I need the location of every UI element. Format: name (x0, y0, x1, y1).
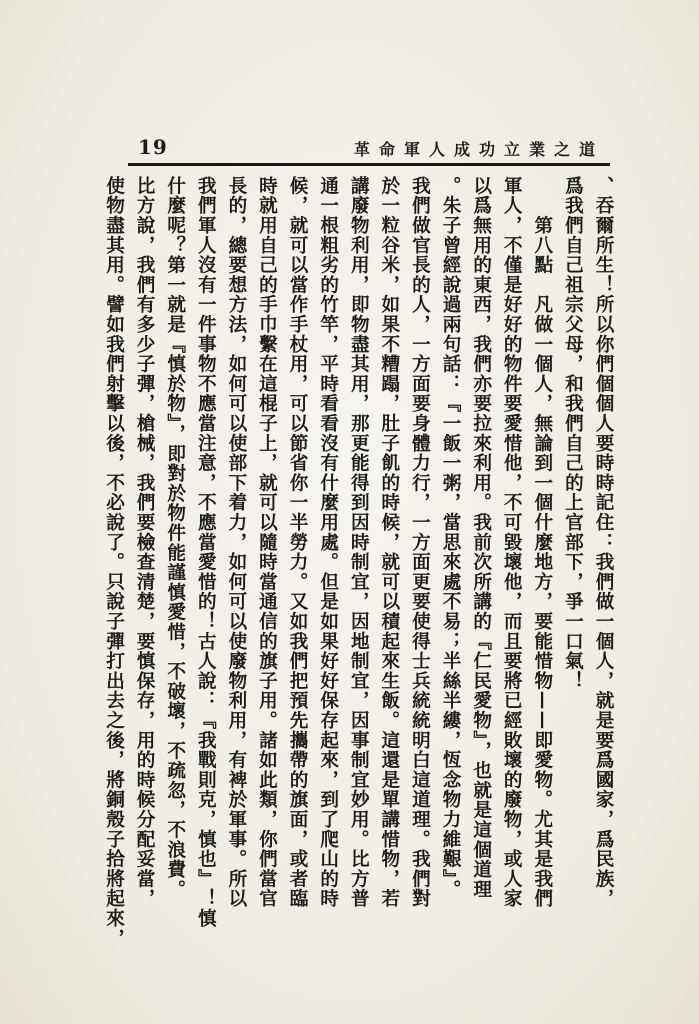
text-line: 通一根粗劣的竹竿，平時看看沒有什麼用處。但是如果好好保存起來，到了爬山的時 (317, 176, 339, 909)
page-header (128, 133, 610, 166)
text-line: 爲我們自己祖宗父母，和我們自己的上官部下，爭一口氣！ (562, 176, 584, 691)
text-line: 候，就可以當作手杖用，可以節省你一半勞力。又如我們把預先攜帶的旗面，或者臨 (287, 176, 309, 909)
text-line: 第八點 凡做一個人，無論到一個什麼地方，要能惜物——即愛物。尤其是我們 (531, 176, 553, 909)
text-line: 。朱子曾經說過兩句話：『一飯一粥，當思來處不易；半絲半縷，恆念物力維艱』。 (440, 176, 462, 900)
text-line: 、吞爾所生！所以你們個個人要時時記住：我們做一個人，就是要爲國家，爲民族， (593, 176, 614, 909)
text-line: 長的，總要想方法，如何可以使部下着力，如何可以使廢物利用，有裨於軍事。所以 (225, 176, 247, 909)
text-line: 比方說，我們有多少子彈，槍械，我們要檢查清楚，要慎保存，用的時候分配妥當， (134, 176, 156, 909)
page-number: 19 (138, 135, 168, 159)
text-line: 我們做官長的人，一方面要身體力行，一方面更要使得士兵統統明白這道理。我們對 (409, 176, 431, 909)
text-line: 我們軍人沒有一件事物不應當注意，不應當愛惜的！古人說：『我戰則克，慎也』！慎 (195, 176, 217, 929)
text-line: 使物盡其用。譬如我們射擊以後，不必說了。只說子彈打出去之後，將銅殼子拾將起來， (103, 176, 125, 949)
text-line: 什麼呢？第一就是『慎於物』，即對於物件能謹慎愛惜，不破壞，不疏忽，不浪費。 (164, 176, 186, 900)
text-line: 講廢物利用，即物盡其用，那更能得到因時制宜，因地制宜，因事制宜妙用。比方普 (348, 176, 370, 909)
text-line: 時就用自己的手巾繫在這棍子上，就可以隨時當通信的旗子用。諸如此類，你們當官 (256, 176, 278, 909)
text-line: 於一粒谷米，如果不糟蹋，肚子飢的時候，就可以積起來生飯。這還是單講惜物，若 (378, 176, 400, 909)
running-title: 革命軍人成功立業之道 (353, 140, 604, 159)
text-line: 軍人，不僅是好好的物件要愛惜他，不可毀壞他，而且要將已經敗壞的廢物，或人家 (501, 176, 523, 909)
body-text (103, 176, 618, 949)
text-line: 以爲無用的東西，我們亦要拉來利用。我前次所講的『仁民愛物』，也就是這個道理 (470, 176, 492, 900)
